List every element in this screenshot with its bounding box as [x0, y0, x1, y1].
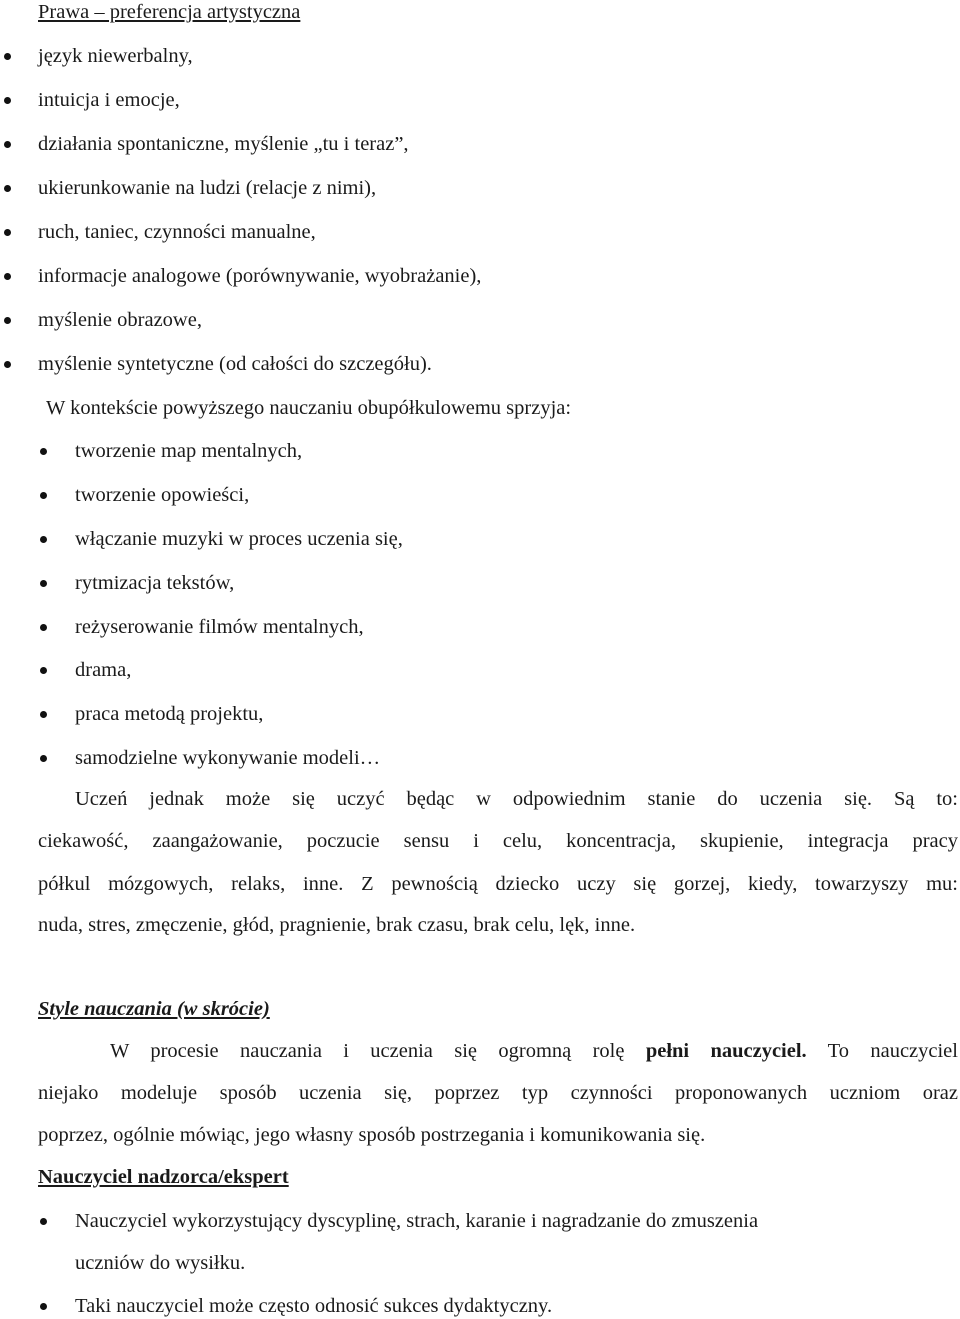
- paragraph-line: nuda, stres, zmęczenie, głód, pragnienie, brak czasu, brak celu, lęk, inne.: [38, 914, 636, 936]
- list-item: myślenie obrazowe,: [38, 309, 202, 331]
- bullet-icon: [40, 536, 47, 543]
- list-item: język niewerbalny,: [38, 45, 193, 67]
- bullet-icon: [40, 755, 47, 762]
- list-item: informacje analogowe (porównywanie, wyobrażanie),: [38, 265, 482, 287]
- bullet-icon: [4, 185, 11, 192]
- bullet-icon: [4, 141, 11, 148]
- bullet-icon: [4, 229, 11, 236]
- bullet-icon: [40, 448, 47, 455]
- list-item: ruch, taniec, czynności manualne,: [38, 221, 316, 243]
- paragraph-line: [110, 1039, 958, 1063]
- list-item: działania spontaniczne, myślenie „tu i teraz”,: [38, 133, 409, 155]
- supervisor-expert-heading: Nauczyciel nadzorca/ekspert: [38, 1166, 289, 1188]
- bullet-icon: [40, 711, 47, 718]
- list-item: tworzenie map mentalnych,: [75, 440, 303, 462]
- text-span: To nauczyciel: [806, 1040, 958, 1062]
- section-heading-right-hemisphere: Prawa – preferencja artystyczna: [38, 1, 301, 23]
- list-item: ukierunkowanie na ludzi (relacje z nimi),: [38, 177, 377, 199]
- bullet-icon: [40, 1218, 47, 1225]
- paragraph-line: poprzez, ogólnie mówiąc, jego własny sposób postrzegania i komunikowania się.: [38, 1124, 706, 1146]
- list-item: Nauczyciel wykorzystujący dyscyplinę, strach, karanie i nagradzanie do zmuszenia: [75, 1210, 759, 1232]
- teaching-styles-heading: Style nauczania (w skrócie): [38, 998, 270, 1020]
- bullet-icon: [40, 580, 47, 587]
- paragraph-line: niejako modeluje sposób uczenia się, poprzez typ czynności proponowanych uczniom oraz: [38, 1082, 958, 1104]
- list-item: drama,: [75, 659, 132, 681]
- bullet-icon: [40, 1303, 47, 1310]
- bullet-icon: [40, 667, 47, 674]
- paragraph-line: ciekawość, zaangażowanie, poczucie sensu i celu, koncentracja, skupienie, integracja pracy: [38, 830, 958, 852]
- list-item: myślenie syntetyczne (od całości do szczegółu).: [38, 353, 432, 375]
- text-span: W procesie nauczania i uczenia się ogromną rolę: [110, 1040, 646, 1062]
- list-item: samodzielne wykonywanie modeli…: [75, 747, 381, 769]
- bullet-icon: [4, 361, 11, 368]
- list-item: Taki nauczyciel może często odnosić sukces dydaktyczny.: [75, 1295, 553, 1317]
- list-item: reżyserowanie filmów mentalnych,: [75, 616, 364, 638]
- bullet-icon: [4, 97, 11, 104]
- list-item-continuation: uczniów do wysiłku.: [75, 1252, 246, 1274]
- bullet-icon: [40, 492, 47, 499]
- bullet-icon: [4, 317, 11, 324]
- list-item: intuicja i emocje,: [38, 89, 180, 111]
- bullet-icon: [40, 624, 47, 631]
- list-item: włączanie muzyki w proces uczenia się,: [75, 528, 403, 550]
- bullet-icon: [4, 273, 11, 280]
- list-item: rytmizacja tekstów,: [75, 572, 235, 594]
- bullet-icon: [4, 53, 11, 60]
- context-intro: W kontekście powyższego nauczaniu obupółkulowemu sprzyja:: [46, 397, 572, 419]
- bold-text-span: pełni nauczyciel.: [645, 1040, 807, 1062]
- paragraph-line: Uczeń jednak może się uczyć będąc w odpowiednim stanie do uczenia się. Są to:: [75, 788, 958, 810]
- list-item: praca metodą projektu,: [75, 703, 264, 725]
- paragraph-line: półkul mózgowych, relaks, inne. Z pewnością dziecko uczy się gorzej, kiedy, towarzyszy mu:: [38, 873, 958, 895]
- list-item: tworzenie opowieści,: [75, 484, 250, 506]
